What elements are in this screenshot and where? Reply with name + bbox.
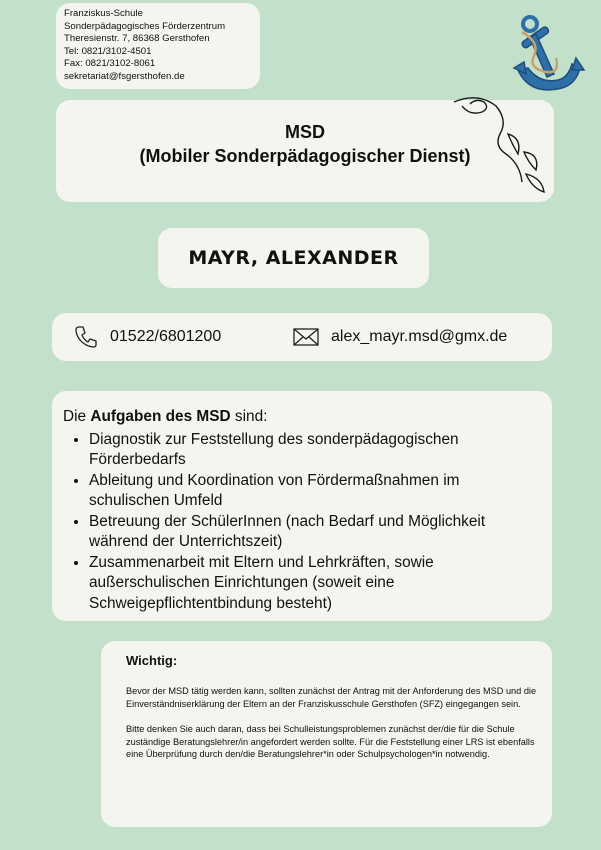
school-phone: Tel: 0821/3102-4501 [64, 45, 152, 57]
phone-contact[interactable] [74, 313, 221, 361]
name-card [158, 228, 429, 288]
school-name: Franziskus-Schule [64, 8, 143, 19]
list-item: • Ableitung und Koordination von Fördermaßnahmen im schulischen Umfeld [89, 471, 542, 512]
school-fax: Fax: 0821/3102-8061 [64, 58, 156, 70]
swirl-decoration-icon [448, 94, 558, 198]
person-name: MAYR, ALEXANDER [188, 247, 399, 269]
note-title: Wichtig: [126, 653, 178, 668]
envelope-icon [293, 327, 319, 347]
note-paragraph-2: Bitte denken Sie auch daran, dass bei Schulleistungsproblemen zunächst der/die für die Schule zuständige Beratungslehrer/in angefordert werden sollte. Für die Feststellung einer LRS ist ebenfalls eine Überprüfung durch den/die Beratungslehrer*in oder Schulpsychologen*in notwendig. [126, 724, 535, 760]
title-abbreviation: MSD [285, 122, 325, 142]
note-paragraph-1: Bevor der MSD tätig werden kann, sollten zunächst der Antrag mit der Anforderung des MSD und die Einverständniserklärung der Eltern an der Franziskusschule Gersthofen (SFZ) eingegangen sein. [126, 686, 537, 709]
tasks-list [63, 430, 542, 615]
tasks-intro-suffix: sind: [230, 408, 268, 425]
list-item: • Diagnostik zur Feststellung des sonderpädagogischen Förderbedarfs [89, 430, 542, 471]
tasks-intro [63, 407, 542, 428]
email-contact[interactable] [293, 313, 507, 361]
school-type: Sonderpädagogisches Förderzentrum [64, 20, 226, 32]
contact-card [52, 313, 552, 361]
title-full: (Mobiler Sonderpädagogischer Dienst) [139, 146, 471, 166]
school-email[interactable]: sekretariat@fsgersthofen.de [64, 70, 185, 82]
anchor-icon [510, 12, 586, 100]
tasks-intro-prefix: Die [63, 408, 91, 425]
list-item: • Betreuung der SchülerInnen (nach Bedarf und Möglichkeit während der Unterrichtszeit) [89, 512, 542, 553]
school-info-card [56, 3, 260, 89]
school-address: Theresienstr. 7, 86368 Gersthofen [64, 33, 210, 45]
tasks-card [52, 391, 552, 621]
email-address[interactable]: alex_mayr.msd@gmx.de [331, 328, 508, 345]
list-item: • Zusammenarbeit mit Eltern und Lehrkräften, sowie außerschulischen Einrichtungen (soweit eine Schweigepflichtentbindung besteht) [89, 553, 542, 615]
phone-icon [74, 325, 98, 349]
tasks-intro-bold: Aufgaben des MSD [90, 408, 231, 425]
phone-number[interactable]: 01522/6801200 [110, 328, 222, 345]
important-note-card [101, 641, 552, 827]
